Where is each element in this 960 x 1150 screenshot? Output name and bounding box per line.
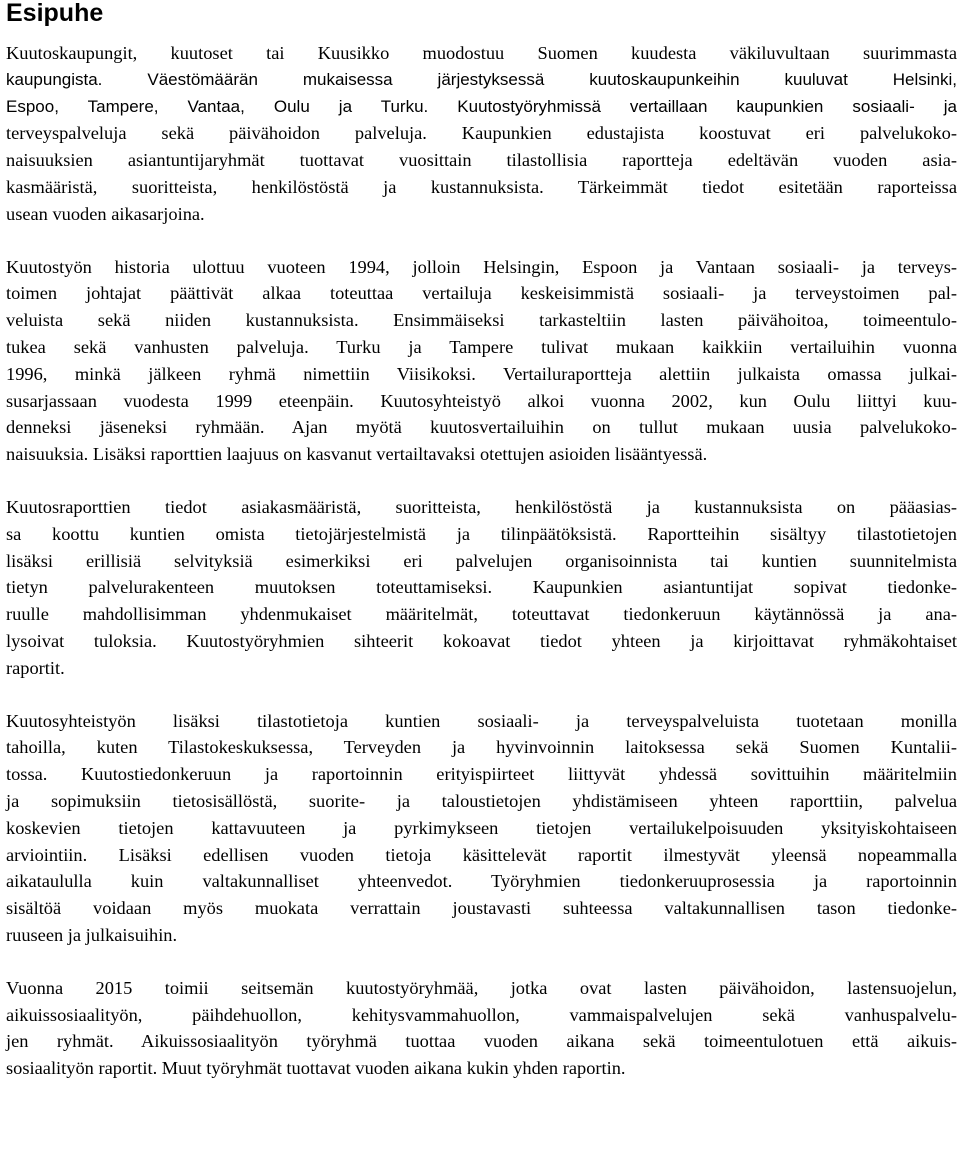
paragraph [6, 254, 957, 468]
text-line: toimen johtajat päättivät alkaa toteuttaa vertailuja keskeisimmistä sosiaali- ja terveystoimen pal- [6, 283, 957, 304]
text-line: naisuuksia. Lisäksi raporttien laajuus on kasvanut vertailtavaksi otettujen asioiden lisääntyessä. [6, 444, 708, 465]
text-line: terveyspalveluja sekä päivähoidon palveluja. Kaupunkien edustajista koostuvat eri palvelukoko- [6, 123, 957, 144]
text-line: sosiaalityön raportit. Muut työryhmät tuottavat vuoden aikana kukin yhden raportin. [6, 1058, 626, 1079]
text-line: kasmääristä, suoritteista, henkilöstöstä ja kustannuksista. Tärkeimmät tiedot esitetään raporteissa [6, 176, 957, 197]
text-line: lysoivat tuloksia. Kuutostyöryhmien sihteerit kokoavat tiedot yhteen ja kirjoittavat ryhmäkohtaiset [6, 630, 957, 651]
text-line: ruuseen ja julkaisuihin. [6, 924, 178, 945]
text-line: kaupungista. Väestömäärän mukaisessa järjestyksessä kuutoskaupunkeihin kuuluvat Helsinki, [6, 69, 957, 89]
text-line: jen ryhmät. Aikuissosiaalityön työryhmä tuottaa vuoden aikana sekä toimeentulotuen että aikuis- [6, 1031, 957, 1052]
document-body [6, 40, 957, 1082]
text-line: tukea sekä vanhusten palveluja. Turku ja Tampere tulivat mukaan kaikkiin vertailuihin vuonna [6, 336, 957, 357]
text-line: aikuissosiaalityön, päihdehuollon, kehitysvammahuollon, vammaispalvelujen sekä vanhuspalvelu- [6, 1004, 957, 1025]
text-line: Espoo, Tampere, Vantaa, Oulu ja Turku. Kuutostyöryhmissä vertaillaan kaupunkien sosiaali- ja [6, 96, 957, 116]
text-line: denneksi jäseneksi ryhmään. Ajan myötä kuutosvertailuihin on tullut mukaan uusia palvelukoko- [6, 417, 957, 438]
text-line: ruulle mahdollisimman yhdenmukaiset määritelmät, toteuttavat tiedonkeruun käytännössä ja ana- [6, 604, 957, 625]
text-line: aikataululla kuin valtakunnalliset yhteenvedot. Työryhmien tiedonkeruuprosessia ja raportoinnin [6, 871, 957, 892]
text-line: raportit. [6, 657, 65, 678]
paragraph [6, 40, 957, 228]
text-line: Kuutoskaupungit, kuutoset tai Kuusikko muodostuu Suomen kuudesta väkiluvultaan suurimmasta [6, 43, 957, 63]
page-title: Esipuhe [6, 0, 104, 27]
text-line: sisältöä voidaan myös muokata verrattain joustavasti suhteessa valtakunnallisen tason tiedonke- [6, 898, 957, 919]
text-line: Kuutosraporttien tiedot asiakasmääristä, suoritteista, henkilöstöstä ja kustannuksista on pääasias- [6, 496, 957, 517]
text-line: tietyn palvelurakenteen muutoksen toteuttamiseksi. Kaupunkien asiantuntijat sopivat tiedonke- [6, 577, 957, 598]
text-line: tahoilla, kuten Tilastokeskuksessa, Terveyden ja hyvinvoinnin laitoksessa sekä Suomen Kuntalii- [6, 737, 957, 758]
text-line: arviointiin. Lisäksi edellisen vuoden tietoja käsittelevät raportit ilmestyvät yleensä nopeammalla [6, 844, 957, 865]
paragraph [6, 975, 957, 1082]
text-line: tossa. Kuutostiedonkeruun ja raportoinnin erityispiirteet liittyvät yhdessä sovittuihin määritelmiin [6, 764, 957, 785]
text-line: usean vuoden aikasarjoina. [6, 203, 205, 224]
paragraph [6, 494, 957, 682]
text-line: Kuutosyhteistyön lisäksi tilastotietoja kuntien sosiaali- ja terveyspalveluista tuotetaan monilla [6, 710, 957, 731]
text-line: koskevien tietojen kattavuuteen ja pyrkimykseen tietojen vertailukelpoisuuden yksityiskohtaiseen [6, 817, 957, 838]
text-line: ja sopimuksiin tietosisällöstä, suorite- ja taloustietojen yhdistämiseen yhteen raporttiin, palvelua [6, 790, 957, 811]
paragraph [6, 708, 957, 949]
text-line: susarjassaan vuodesta 1999 eteenpäin. Kuutosyhteistyö alkoi vuonna 2002, kun Oulu liittyi kuu- [6, 390, 957, 411]
text-line: Vuonna 2015 toimii seitsemän kuutostyöryhmää, jotka ovat lasten päivähoidon, lastensuojelun, [6, 977, 957, 998]
text-line: sa koottu kuntien omista tietojärjestelmistä ja tilinpäätöksistä. Raportteihin sisältyy tilastotietojen [6, 523, 957, 544]
text-line: naisuuksien asiantuntijaryhmät tuottavat vuosittain tilastollisia raportteja edeltävän vuoden asia- [6, 150, 957, 171]
text-line: Kuutostyön historia ulottuu vuoteen 1994, jolloin Helsingin, Espoon ja Vantaan sosiaali- ja terveys- [6, 256, 957, 277]
text-line: lisäksi erillisiä selvityksiä esimerkiksi eri palvelujen organisoinnista tai kuntien suunnitelmista [6, 550, 957, 571]
text-line: 1996, minkä jälkeen ryhmä nimettiin Viisikoksi. Vertailuraportteja alettiin julkaista omassa julkai- [6, 363, 957, 384]
text-line: veluista sekä niiden kustannuksista. Ensimmäiseksi tarkasteltiin lasten päivähoitoa, toimeentulo- [6, 310, 957, 331]
